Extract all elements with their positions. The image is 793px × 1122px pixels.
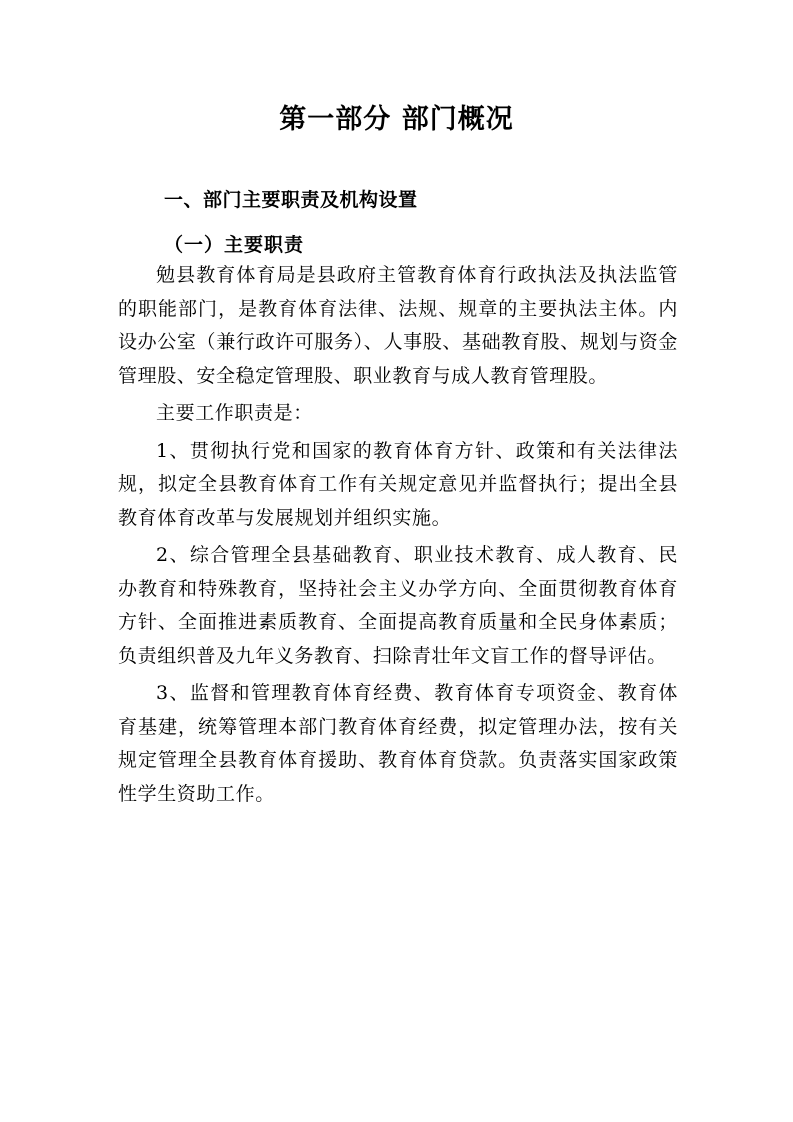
section-heading: 一、部门主要职责及机构设置 (164, 189, 418, 211)
paragraph-duties-lead: 主要工作职责是： (156, 402, 313, 424)
paragraph-duty-2: 2、综合管理全县基础教育、职业技术教育、成人教育、民办教育和特殊教育，坚持社会主义办学方向、全面贯彻教育体育方针、全面推进素质教育、全面提高教育质量和全民身体素质；负责组织普及九年义务教育、扫除青壮年文盲工作的督导评估。 (118, 544, 678, 667)
paragraph-duty-3: 3、监督和管理教育体育经费、教育体育专项资金、教育体育基建，统筹管理本部门教育体育经费，拟定管理办法，按有关规定管理全县教育体育援助、教育体育贷款。负责落实国家政策性学生资助工作。 (118, 682, 678, 805)
body-text (118, 259, 678, 811)
paragraph-intro: 勉县教育体育局是县政府主管教育体育行政执法及执法监管的职能部门，是教育体育法律、法规、规章的主要执法主体。内设办公室（兼行政许可服务）、人事股、基础教育股、规划与资金管理股、安全稳定管理股、职业教育与成人教育管理股。 (118, 264, 678, 387)
page-title: 第一部分 部门概况 (279, 104, 514, 135)
subsection-heading: （一）主要职责 (164, 234, 305, 256)
paragraph-duty-1: 1、贯彻执行党和国家的教育体育方针、政策和有关法律法规，拟定全县教育体育工作有关规定意见并监督执行；提出全县教育体育改革与发展规划并组织实施。 (118, 439, 678, 529)
